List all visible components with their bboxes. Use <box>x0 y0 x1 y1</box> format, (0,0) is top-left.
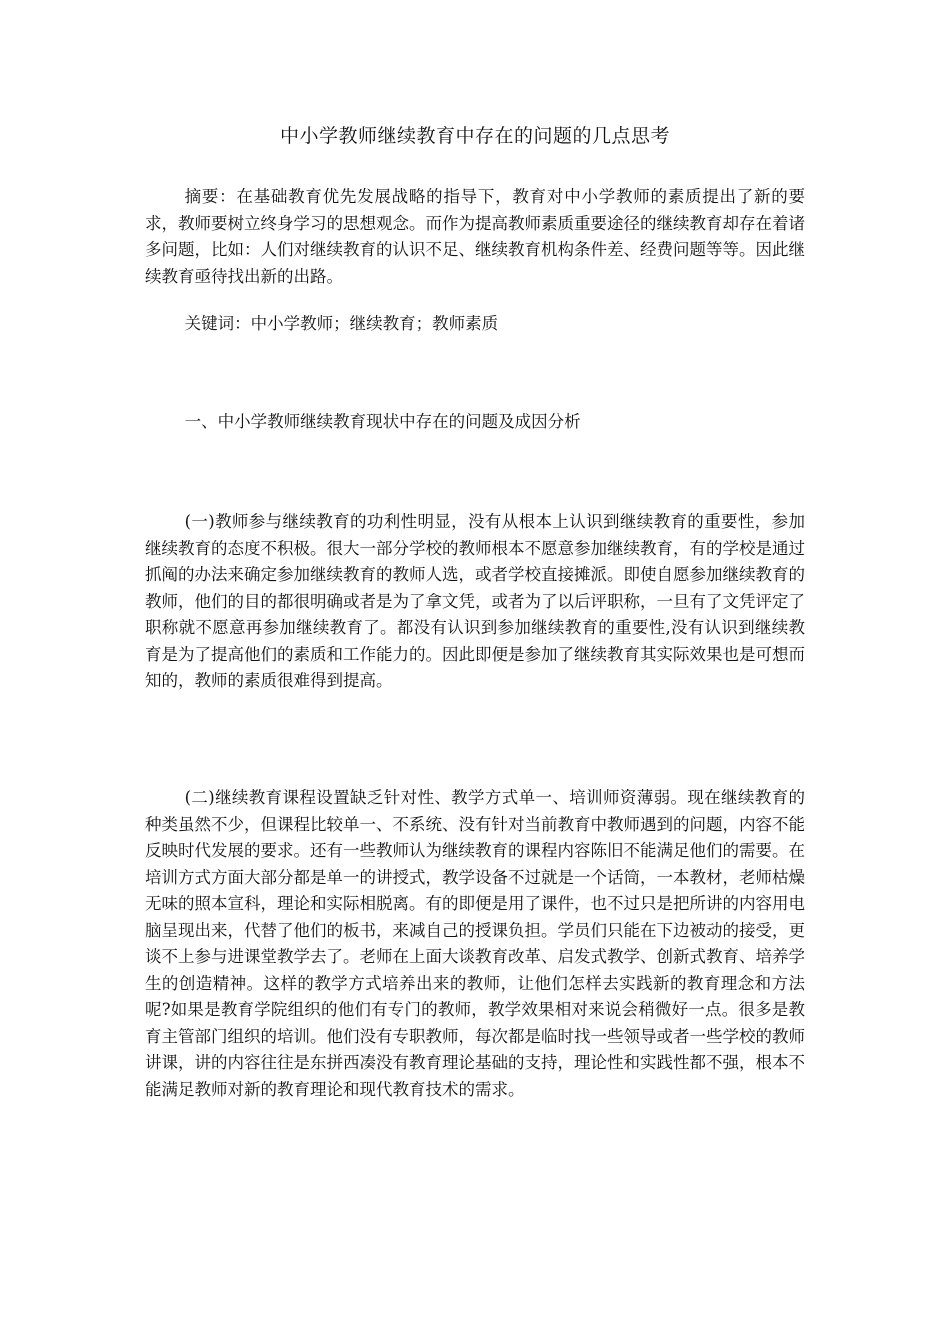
section-heading: 一、中小学教师继续教育现状中存在的问题及成因分析 <box>184 412 581 431</box>
body-paragraph-1: (一)教师参与继续教育的功利性明显，没有从根本上认识到继续教育的重要性，参加继续教育的态度不积极。很大一部分学校的教师根本不愿意参加继续教育，有的学校是通过抓阄的办法来确定参加继续教育的教师人选，或者学校直接摊派。即使自愿参加继续教育的教师，他们的目的都很明确或者是为了拿文凭，或者为了以后评职称，一旦有了文凭评定了职称就不愿意再参加继续教育了。都没有认识到参加继续教育的重要性,没有认识到继续教育是为了提高他们的素质和工作能力的。因此即便是参加了继续教育其实际效果也是可想而知的，教师的素质很难得到提高。 <box>145 512 805 690</box>
abstract-paragraph: 摘要：在基础教育优先发展战略的指导下，教育对中小学教师的素质提出了新的要求，教师要树立终身学习的思想观念。而作为提高教师素质重要途径的继续教育却存在着诸多问题，比如：人们对继续教育的认识不足、继续教育机构条件差、经费问题等等。因此继续教育亟待找出新的出路。 <box>145 187 805 286</box>
body-paragraph-2: (二)继续教育课程设置缺乏针对性、教学方式单一、培训师资薄弱。现在继续教育的种类虽然不少，但课程比较单一、不系统、没有针对当前教育中教师遇到的问题，内容不能反映时代发展的要求。还有一些教师认为继续教育的课程内容陈旧不能满足他们的需要。在培训方式方面大部分都是单一的讲授式，教学设备不过就是一个话筒，一本教材，老师枯燥无味的照本宣科，理论和实际相脱离。有的即便是用了课件，也不过只是把所讲的内容用电脑呈现出来，代替了他们的板书，来减自己的授课负担。学员们只能在下边被动的接受，更谈不上参与进课堂教学去了。老师在上面大谈教育改革、启发式教学、创新式教育、培养学生的创造精神。这样的教学方式培养出来的教师，让他们怎样去实践新的教育理念和方法呢?如果是教育学院组织的他们有专门的教师，教学效果相对来说会稍微好一点。很多是教育主管部门组织的培训。他们没有专职教师，每次都是临时找一些领导或者一些学校的教师讲课，讲的内容往往是东拼西凑没有教育理论基础的支持，理论性和实践性都不强，根本不能满足教师对新的教育理论和现代教育技术的需求。 <box>145 788 805 1099</box>
document-title: 中小学教师继续教育中存在的问题的几点思考 <box>279 125 670 147</box>
keywords-line: 关键词：中小学教师；继续教育；教师素质 <box>184 314 499 333</box>
